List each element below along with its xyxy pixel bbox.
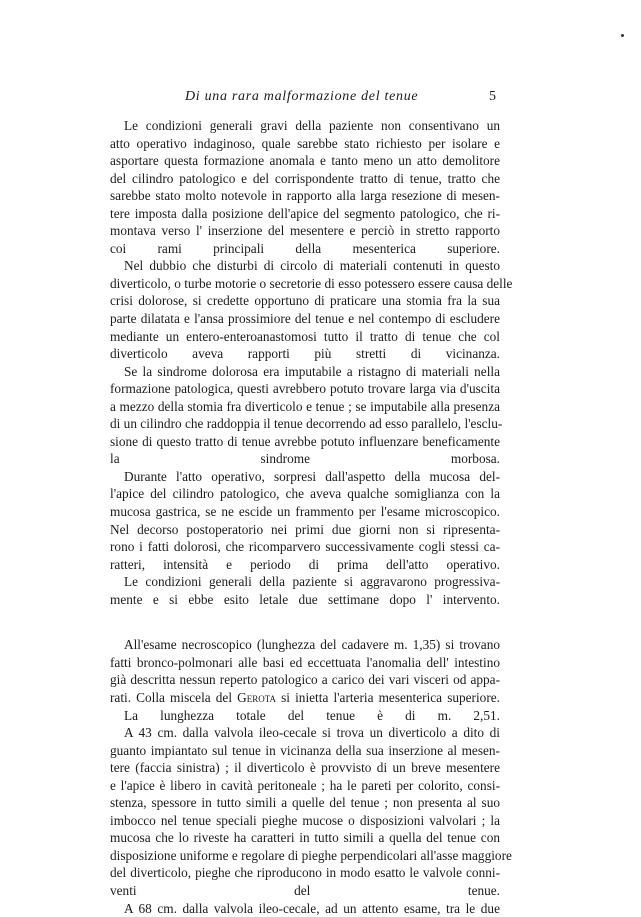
page-speck [621, 34, 624, 37]
text-line: crisi dolorose, si credette opportuno di praticare una stomia fra la sua [110, 293, 500, 309]
text-run: rati. Colla miscela del [110, 689, 233, 705]
paragraph-esito [110, 573, 500, 608]
text-line: del diverticolo, pieghe che riproducono in modo esatto le valvole conni- [110, 865, 500, 881]
text-line: asportare questa formazione anomala e tanto meno un atto demolitore [110, 153, 500, 169]
text-line: La lunghezza totale del tenue è di m. 2,51. [124, 707, 500, 723]
text-line: mucosa gastrica, se ne escide un frammento per l'esame microscopico. [110, 504, 500, 520]
text-line: venti del tenue. [110, 882, 500, 898]
paragraph-operative-conditions [110, 117, 500, 257]
text-line: Se la sindrome dolorosa era imputabile a ristagno di materiali nella [124, 363, 500, 379]
text-line: stenza, spessore in tutto simili a quelle del tenue ; non presenta al suo [110, 795, 500, 811]
paragraph-sindrome [110, 363, 503, 468]
text-line: imbocco nel tenue speciali pieghe mucose o disposizioni valvolari ; la [110, 812, 500, 828]
text-line: la sindrome morbosa. [110, 451, 500, 467]
text-line: parte dilatata e l'ansa prossimiore del tenue e nel contempo di escludere [110, 311, 500, 327]
text-line: montava verso l' inserzione del mesentere e perciò in stretto rapporto [110, 223, 500, 239]
text-line: mucosa che lo riveste ha caratteri in tutto simili a quella del tenue con [110, 830, 500, 846]
text-line: sione di questo tratto di tenue avrebbe potuto influenzare beneficamente [110, 433, 500, 449]
text-line: Nel dubbio che disturbi di circolo di materiali contenuti in questo [124, 258, 500, 274]
paragraph-lunghezza [110, 707, 500, 725]
running-title: Di una rara malformazione del tenue [185, 89, 419, 104]
text-line: A 43 cm. dalla valvola ileo-cecale si trova un diverticolo a dito di [124, 725, 500, 741]
text-line: formazione patologica, questi avrebbero potuto trovare larga via d'uscita [110, 381, 500, 397]
text-line: diverticolo aveva rapporti più stretti di vicinanza. [110, 346, 500, 362]
paragraph-atto-operativo [110, 468, 500, 573]
text-line: rono i fatti dolorosi, che ricomparvero successivamente cogli stessi ca- [110, 539, 500, 555]
text-run: si inietta l'arteria mesenterica superiore. [276, 689, 500, 705]
text-line: fatti bronco-polmonari alle basi ed eccettuata l'anomalia dell' intestino [110, 654, 500, 670]
text-line: già descritta nessun reperto patologico a carico dei vari visceri od appa- [110, 672, 500, 688]
text-line: ratteri, intensità e periodo di prima dell'atto operativo. [110, 556, 500, 572]
text-line: l'apice del cilindro patologico, che aveva qualche somiglianza con la [110, 486, 500, 502]
text-line: di un cilindro che raddoppia il tenue decorrendo ad esso parallelo, l'esclu- [110, 416, 503, 432]
text-line: mediante un entero-enteroanastomosi tutto il tratto di tenue che col [110, 328, 500, 344]
text-line: Le condizioni generali della paziente si aggravarono progressiva- [124, 574, 500, 590]
text-line: A 68 cm. dalla valvola ileo-cecale, ad un attento esame, tra le due [124, 900, 500, 916]
text-line: del cilindro patologico e del corrispondente tratto di tenue, tratto che [110, 170, 500, 186]
text-line [110, 689, 500, 707]
paragraph-stomia [110, 257, 513, 362]
body-text [110, 117, 513, 917]
paragraph-necroscopia [110, 636, 500, 706]
text-line: Le condizioni generali gravi della paziente non consentivano un [124, 118, 500, 133]
text-line: atto operativo indaginoso, quale sarebbe stato richiesto per isolare e [110, 135, 500, 151]
text-line: disposizione uniforme e regolare di pieghe perpendicolari all'asse maggiore [110, 847, 512, 863]
text-line: a mezzo della stomia fra diverticolo e tenue ; se imputabile alla presenza [110, 398, 500, 414]
text-line: mente e si ebbe esito letale due settimane dopo l' intervento. [110, 591, 500, 607]
text-line: All'esame necroscopico (lunghezza del cadavere m. 1,35) si trovano [124, 637, 500, 653]
page-number: 5 [489, 89, 496, 104]
text-line: diverticolo, o turbe motorie o secretorie di esso potessero essere causa delle [110, 275, 513, 291]
text-line: Durante l'atto operativo, sorpresi dall'aspetto della mucosa del- [124, 468, 500, 484]
text-line: Nel decorso postoperatorio nei primi due giorni non si ripresenta- [110, 521, 500, 537]
paragraph-diverticolo [110, 724, 512, 899]
page-header [0, 89, 641, 109]
text-line: tere imposta dalla posizione dell'apice del segmento patologico, che ri- [110, 205, 500, 221]
text-line: tere (faccia sinistra) ; il diverticolo è provvisto di un breve mesentere [110, 760, 500, 776]
text-line: e l'apice è libero in cavità peritoneale ; ha le pareti per colorito, consi- [110, 777, 500, 793]
text-line: sarebbe stato molto notevole in rapporto alla larga resezione di mesen- [110, 188, 500, 204]
paragraph-68cm [110, 900, 500, 917]
text-line: coi rami principali della mesenterica superiore. [110, 240, 500, 256]
author-name: Gerota [237, 689, 277, 705]
section-gap [110, 608, 500, 636]
text-line: guanto impiantato sul tenue in vicinanza della sua inserzione al mesen- [110, 742, 500, 758]
